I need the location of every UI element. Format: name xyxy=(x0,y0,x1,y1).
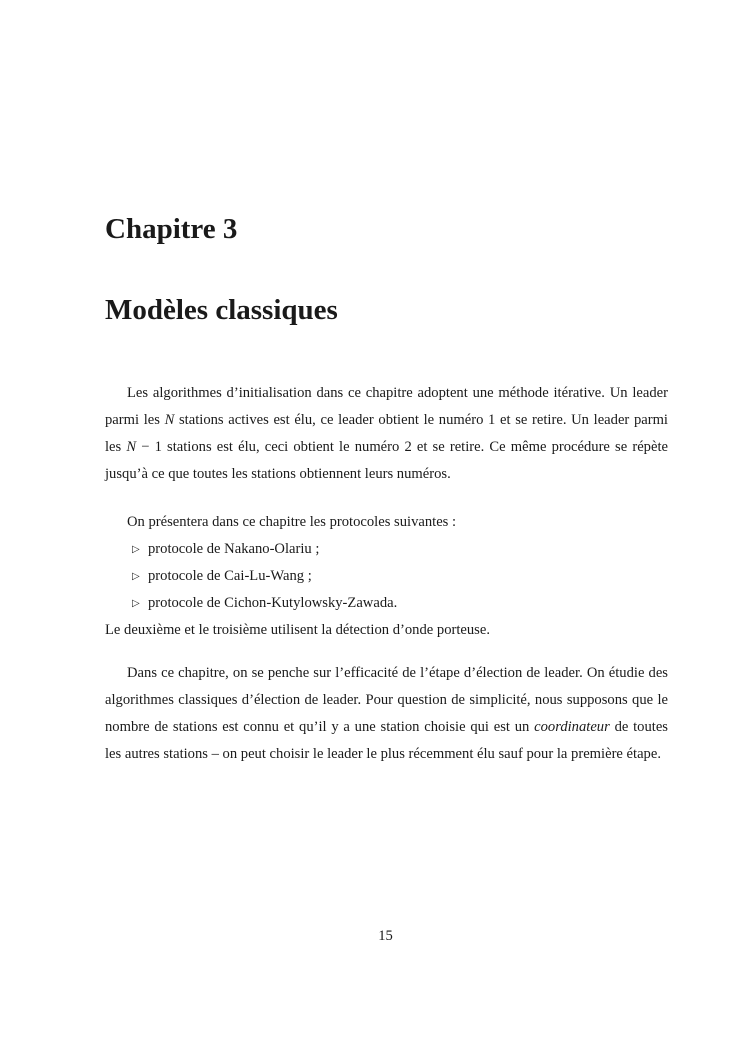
math-var-n: N xyxy=(164,412,175,428)
protocols-outro: Le deuxième et le troisième utilisent la détection d’onde porteuse. xyxy=(105,622,490,638)
math-var-n: N xyxy=(126,439,137,455)
text-run: stations est élu, ceci obtient le numéro 2 et se retire. Ce même procédure se répète jusqu’à ce que toutes les stations obtiennent leurs numéros. xyxy=(105,439,668,482)
paragraph-election xyxy=(105,660,668,768)
paragraph-protocols xyxy=(105,509,668,644)
chapter-title: Modèles classiques xyxy=(105,294,338,326)
text-run: stations actives est élu, ce leader obtient le numéro 1 et se retire. Un leader parmi les xyxy=(105,412,668,455)
chapter-label: Chapitre 3 xyxy=(105,213,238,245)
list-item xyxy=(105,536,668,563)
paragraph-election-text xyxy=(105,660,668,768)
text-run: Les algorithmes d’initialisation dans ce chapitre adoptent une méthode itérative. Un leader parmi les xyxy=(105,385,668,428)
list-item xyxy=(105,563,668,590)
triangle-bullet-icon: ▷ xyxy=(132,598,140,609)
triangle-bullet-icon: ▷ xyxy=(132,544,140,555)
triangle-bullet-icon: ▷ xyxy=(132,571,140,582)
math-minus-one: − 1 xyxy=(136,439,162,455)
protocols-intro: On présentera dans ce chapitre les protocoles suivantes : xyxy=(127,514,457,530)
text-run: Dans ce chapitre, on se penche sur l’efficacité de l’étape d’élection de leader. On étudie des algorithmes classiques d’élection de leader. Pour question de simplicité, nous supposons que le nombre de stations est connu et qu’il y a une station choisie qui est un xyxy=(105,665,668,735)
list-item-text: protocole de Cichon-Kutylowsky-Zawada. xyxy=(148,595,398,611)
emphasis-coordinateur: coordinateur xyxy=(534,719,610,735)
page-number: 15 xyxy=(378,928,393,944)
list-item xyxy=(105,590,668,617)
protocol-list xyxy=(105,536,668,617)
paragraph-intro-text xyxy=(105,380,668,488)
text-run: de toutes les autres stations – on peut choisir le leader le plus récemment élu sauf pour la première étape. xyxy=(105,719,668,762)
list-item-text: protocole de Cai-Lu-Wang ; xyxy=(148,568,312,584)
list-item-text: protocole de Nakano-Olariu ; xyxy=(148,541,320,557)
paragraph-intro xyxy=(105,380,668,488)
